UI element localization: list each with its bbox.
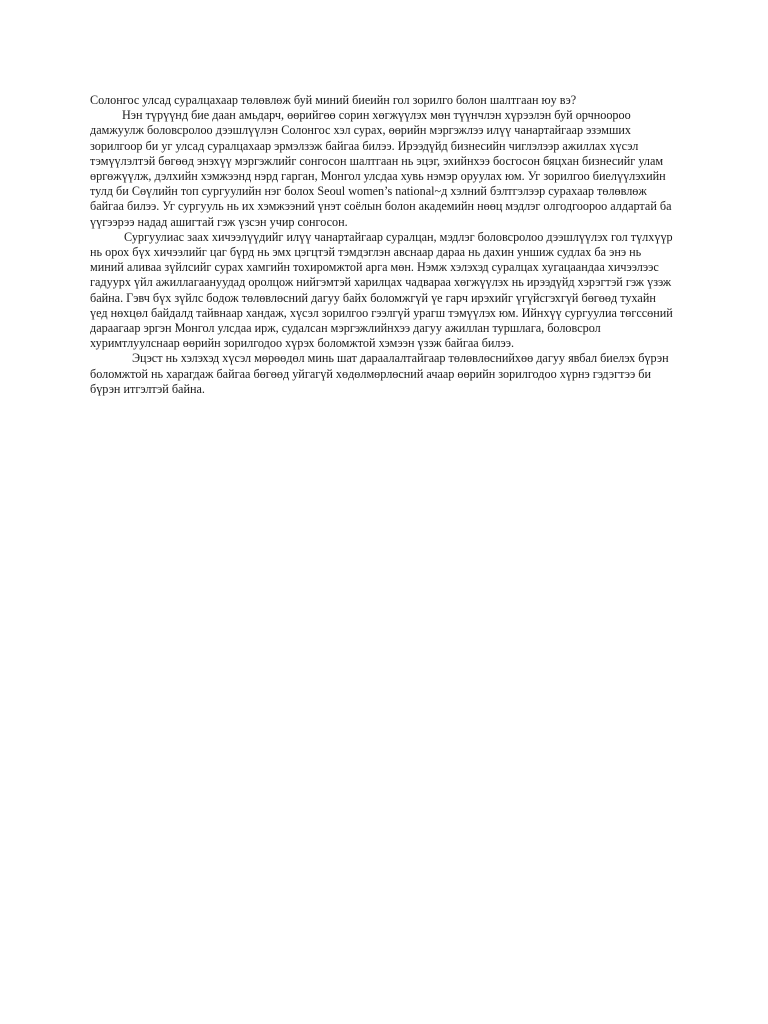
document-page bbox=[90, 93, 674, 397]
paragraph-intro: Нэн түрүүнд бие даан амьдарч, өөрийгөө сорин хөгжүүлэх мөн түүнчлэн хүрээлэн буй орчноороо дамжуулж боловсролоо дээшлүүлэн Солонгос хэл сурах, өөрийн мэргэжлээ илүү чанартайгаар эзэмших зорилгоор би уг улсад суралцахаар эрмэлзэж байгаа билээ. Ирээдүйд бизнесийн чиглэлээр ажиллах хүсэл тэмүүлэлтэй бөгөөд энэхүү мэргэжлийг сонгосон шалтгаан нь эцэг, эхийнхээ босгосон бяцхан бизнесийг улам өргөжүүлж, дэлхийн хэмжээнд нэрд гарган, Монгол улсдаа хувь нэмэр оруулах юм. Уг зорилгоо биелүүлэхийн тулд би Сөүлийн топ сургуулийн нэг болох Seoul women’s national~д хэлний бэлтгэлээр сурахаар төлөвлөж байгаа билээ. Уг сургууль нь их хэмжээний үнэт соёлын болон академийн нөөц мэдлэг олгодгоороо алдартай ба үүгээрээ надад ашигтай гэж үзсэн учир сонгосон. bbox=[90, 108, 672, 229]
document-title: Солонгос улсад суралцахаар төлөвлөж буй миний биеийн гол зорилго болон шалтгаан юу вэ? bbox=[90, 93, 577, 107]
paragraph-conclusion: Эцэст нь хэлэхэд хүсэл мөрөөдөл минь шат дараалалтайгаар төлөвлөснийхөө дагуу явбал биелэх бүрэн боломжтой нь харагдаж байгаа бөгөөд уйгагүй хөдөлмөрлөсний ачаар өөрийн зорилгодоо хүрнэ гэдэгтээ би бүрэн итгэлтэй байна. bbox=[90, 351, 669, 396]
paragraph-study-plan: Сургуулиас заах хичээлүүдийг илүү чанартайгаар суралцан, мэдлэг боловсролоо дээшлүүлэх гол түлхүүр нь орох бүх хичээлийг цаг бүрд нь эмх цэгцтэй тэмдэглэн авснаар дараа нь дахин уншиж судлах ба энэ нь миний аливаа зүйлсийг сурах хамгийн тохиромжтой арга мөн. Нэмж хэлэхэд суралцах хугацаандаа хичээлээс гадуурх үйл ажиллагаануудад оролцож нийгэмтэй харилцах чадвараа хөгжүүлэх нь ирээдүйд хэрэгтэй гэж үзэж байна. Гэвч бүх зүйлс бодож төлөвлөсний дагуу байх боломжгүй үе гарч ирэхийг үгүйсгэхгүй бөгөөд тухайн үед нөхцөл байдалд тайвнаар хандаж, хүсэл зорилгоо гээлгүй урагш тэмүүлэх юм. Ийнхүү сургуулиа төгссөний дараагаар эргэн Монгол улсдаа ирж, судалсан мэргэжлийнхээ дагуу ажиллан туршлага, боловсрол хуримтлуулснаар өөрийн зорилгодоо хүрэх боломжтой хэмээн үзэж байгаа билээ. bbox=[90, 229, 673, 351]
